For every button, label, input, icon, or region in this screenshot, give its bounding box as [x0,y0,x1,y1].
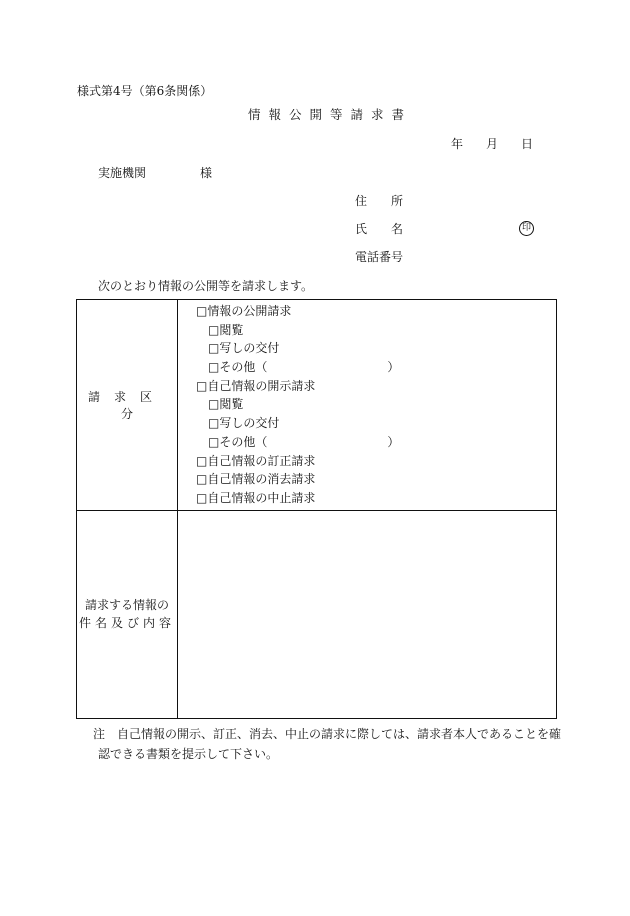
category-options [178,300,557,511]
date-year: 年 [451,137,464,151]
address-label: 住 所 [355,194,404,208]
intro-text: 次のとおり情報の公開等を請求します。 [98,279,314,293]
recipient-org: 実施機関 [98,166,147,180]
note-line2: 認できる書類を提示して下さい。 [98,747,279,761]
option-self-view[interactable]: □閲覧 [208,397,244,412]
option-self-disclosure[interactable]: □自己情報の開示請求 [196,378,316,393]
option-public-disclosure[interactable]: □情報の公開請求 [196,304,292,318]
phone-label: 電話番号 [355,250,404,264]
option-public-other[interactable]: □その他（ ） [208,360,400,375]
category-label: 請求区分 [87,389,166,421]
details-label-line2: 件名及び内容 [78,616,175,631]
form-title: 情報公開等請求書 [248,107,413,122]
details-label-line1: 請求する情報の [84,598,169,613]
seal-mark: 印 [519,221,534,236]
recipient-honorific: 様 [200,166,213,180]
option-self-other[interactable]: □その他（ ） [208,434,400,449]
details-row [77,510,557,718]
option-public-copy[interactable]: □写しの交付 [208,341,280,356]
request-table [76,299,557,719]
option-self-suspension[interactable]: □自己情報の中止請求 [196,490,316,505]
option-self-deletion[interactable]: □自己情報の消去請求 [196,472,316,487]
details-label-cell [77,510,178,718]
option-self-copy[interactable]: □写しの交付 [208,416,280,431]
date-day: 日 [521,137,534,151]
details-input-area[interactable] [178,510,557,718]
note-line1: 注 自己情報の開示、訂正、消去、中止の請求に際しては、請求者本人であることを確 [93,727,562,741]
category-label-cell [77,300,178,511]
category-row [77,300,557,511]
form-number: 様式第4号（第6条関係） [77,84,213,98]
option-self-correction[interactable]: □自己情報の訂正請求 [196,453,316,468]
option-public-view[interactable]: □閲覧 [208,322,244,337]
name-label: 氏 名 [355,222,404,236]
date-month: 月 [486,137,499,151]
recipient [98,166,212,180]
